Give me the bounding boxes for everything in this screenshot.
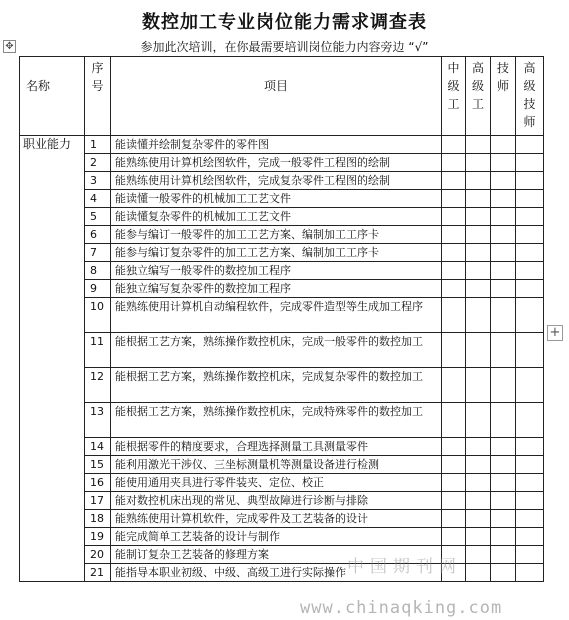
watermark-cn: 中国期刊网 bbox=[347, 557, 462, 577]
check-cell-technician[interactable] bbox=[491, 280, 516, 298]
check-cell-intermediate[interactable] bbox=[442, 333, 466, 368]
table-row bbox=[20, 368, 544, 403]
check-cell-senior[interactable] bbox=[466, 528, 491, 546]
check-cell-technician[interactable] bbox=[491, 564, 516, 582]
row-number: 12 bbox=[85, 368, 111, 403]
table-row bbox=[20, 262, 544, 280]
check-cell-intermediate[interactable] bbox=[442, 172, 466, 190]
check-cell-senior[interactable] bbox=[466, 280, 491, 298]
check-cell-senior-technician[interactable] bbox=[516, 368, 544, 403]
check-cell-senior-technician[interactable] bbox=[516, 244, 544, 262]
row-item: 能根据工艺方案，熟练操作数控机床，完成特殊零件的数控加工 bbox=[111, 403, 442, 438]
check-cell-senior-technician[interactable] bbox=[516, 456, 544, 474]
table-row bbox=[20, 136, 544, 154]
row-number: 1 bbox=[85, 136, 111, 154]
table-row bbox=[20, 456, 544, 474]
row-item: 能利用激光干涉仪、三坐标测量机等测量设备进行检测 bbox=[111, 456, 442, 474]
check-cell-technician[interactable] bbox=[491, 546, 516, 564]
check-cell-senior[interactable] bbox=[466, 190, 491, 208]
row-number: 20 bbox=[85, 546, 111, 564]
row-item: 能完成简单工艺装备的设计与制作 bbox=[111, 528, 442, 546]
check-cell-intermediate[interactable] bbox=[442, 456, 466, 474]
row-item: 能熟练使用计算机软件，完成零件及工艺装备的设计 bbox=[111, 510, 442, 528]
row-number: 16 bbox=[85, 474, 111, 492]
check-cell-technician[interactable] bbox=[491, 368, 516, 403]
row-number: 3 bbox=[85, 172, 111, 190]
row-number: 18 bbox=[85, 510, 111, 528]
row-number: 9 bbox=[85, 280, 111, 298]
table-row bbox=[20, 190, 544, 208]
check-cell-intermediate[interactable] bbox=[442, 154, 466, 172]
table-row bbox=[20, 333, 544, 368]
table-row bbox=[20, 280, 544, 298]
check-cell-senior[interactable] bbox=[466, 208, 491, 226]
table-row bbox=[20, 492, 544, 510]
table-row bbox=[20, 226, 544, 244]
check-cell-intermediate[interactable] bbox=[442, 280, 466, 298]
check-cell-intermediate[interactable] bbox=[442, 528, 466, 546]
row-item: 能读懂并绘制复杂零件的零件图 bbox=[111, 136, 442, 154]
table-row bbox=[20, 474, 544, 492]
row-number: 14 bbox=[85, 438, 111, 456]
table-body bbox=[20, 136, 544, 582]
header-technician: 技师 bbox=[491, 57, 516, 136]
check-cell-technician[interactable] bbox=[491, 492, 516, 510]
check-cell-senior[interactable] bbox=[466, 438, 491, 456]
row-item: 能独立编写复杂零件的数控加工程序 bbox=[111, 280, 442, 298]
row-number: 4 bbox=[85, 190, 111, 208]
check-cell-intermediate[interactable] bbox=[442, 262, 466, 280]
check-cell-intermediate[interactable] bbox=[442, 403, 466, 438]
table-row bbox=[20, 208, 544, 226]
table-row bbox=[20, 244, 544, 262]
check-cell-intermediate[interactable] bbox=[442, 190, 466, 208]
check-cell-senior[interactable] bbox=[466, 368, 491, 403]
check-cell-technician[interactable] bbox=[491, 403, 516, 438]
row-item: 能根据工艺方案，熟练操作数控机床，完成一般零件的数控加工 bbox=[111, 333, 442, 368]
check-cell-senior-technician[interactable] bbox=[516, 136, 544, 154]
check-cell-technician[interactable] bbox=[491, 226, 516, 244]
check-cell-intermediate[interactable] bbox=[442, 226, 466, 244]
header-name: 名称 bbox=[20, 57, 85, 136]
row-item: 能熟练使用计算机绘图软件，完成一般零件工程图的绘制 bbox=[111, 154, 442, 172]
check-cell-senior[interactable] bbox=[466, 546, 491, 564]
row-number: 5 bbox=[85, 208, 111, 226]
check-cell-technician[interactable] bbox=[491, 262, 516, 280]
row-item: 能对数控机床出现的常见、典型故障进行诊断与排除 bbox=[111, 492, 442, 510]
check-cell-senior-technician[interactable] bbox=[516, 280, 544, 298]
check-cell-senior-technician[interactable] bbox=[516, 226, 544, 244]
header-number: 序号 bbox=[85, 57, 111, 136]
table-row bbox=[20, 438, 544, 456]
survey-table bbox=[19, 56, 544, 582]
check-cell-senior-technician[interactable] bbox=[516, 564, 544, 582]
check-cell-senior-technician[interactable] bbox=[516, 510, 544, 528]
check-cell-senior[interactable] bbox=[466, 564, 491, 582]
check-cell-technician[interactable] bbox=[491, 298, 516, 333]
row-item: 能熟练使用计算机绘图软件，完成复杂零件工程图的绘制 bbox=[111, 172, 442, 190]
check-cell-technician[interactable] bbox=[491, 190, 516, 208]
check-cell-senior[interactable] bbox=[466, 136, 491, 154]
row-number: 2 bbox=[85, 154, 111, 172]
row-item: 能根据工艺方案，熟练操作数控机床，完成复杂零件的数控加工 bbox=[111, 368, 442, 403]
row-number: 7 bbox=[85, 244, 111, 262]
check-cell-senior-technician[interactable] bbox=[516, 546, 544, 564]
page-subtitle: 参加此次培训，在你最需要培训岗位能力内容旁边 “√” bbox=[140, 40, 429, 54]
row-number: 8 bbox=[85, 262, 111, 280]
check-cell-senior[interactable] bbox=[466, 474, 491, 492]
row-number: 15 bbox=[85, 456, 111, 474]
check-cell-senior[interactable] bbox=[466, 262, 491, 280]
check-cell-senior-technician[interactable] bbox=[516, 208, 544, 226]
header-intermediate-worker: 中级工 bbox=[442, 57, 466, 136]
add-column-icon[interactable]: + bbox=[547, 325, 563, 341]
check-cell-technician[interactable] bbox=[491, 456, 516, 474]
table-row bbox=[20, 298, 544, 333]
check-cell-senior-technician[interactable] bbox=[516, 438, 544, 456]
row-item: 能指导本职业初级、中级、高级工进行实际操作 bbox=[111, 564, 442, 582]
check-cell-senior[interactable] bbox=[466, 226, 491, 244]
check-cell-intermediate[interactable] bbox=[442, 474, 466, 492]
check-cell-intermediate[interactable] bbox=[442, 208, 466, 226]
watermark-url: www.chinaqking.com bbox=[300, 598, 503, 618]
check-cell-senior[interactable] bbox=[466, 403, 491, 438]
check-cell-intermediate[interactable] bbox=[442, 244, 466, 262]
row-number: 11 bbox=[85, 333, 111, 368]
table-row bbox=[20, 528, 544, 546]
check-cell-senior-technician[interactable] bbox=[516, 298, 544, 333]
row-item: 能读懂一般零件的机械加工工艺文件 bbox=[111, 190, 442, 208]
row-item: 能熟练使用计算机自动编程软件，完成零件造型等生成加工程序 bbox=[111, 298, 442, 333]
check-cell-technician[interactable] bbox=[491, 438, 516, 456]
header-senior-worker: 高级工 bbox=[466, 57, 491, 136]
check-cell-senior[interactable] bbox=[466, 154, 491, 172]
check-cell-senior[interactable] bbox=[466, 298, 491, 333]
check-cell-technician[interactable] bbox=[491, 474, 516, 492]
check-cell-intermediate[interactable] bbox=[442, 298, 466, 333]
check-cell-senior[interactable] bbox=[466, 244, 491, 262]
check-cell-senior-technician[interactable] bbox=[516, 492, 544, 510]
table-row bbox=[20, 154, 544, 172]
check-cell-senior[interactable] bbox=[466, 172, 491, 190]
check-cell-technician[interactable] bbox=[491, 154, 516, 172]
row-number: 17 bbox=[85, 492, 111, 510]
row-item: 能使用通用夹具进行零件装夹、定位、校正 bbox=[111, 474, 442, 492]
move-anchor-icon[interactable]: ✥ bbox=[3, 40, 16, 53]
check-cell-technician[interactable] bbox=[491, 172, 516, 190]
check-cell-technician[interactable] bbox=[491, 136, 516, 154]
check-cell-technician[interactable] bbox=[491, 244, 516, 262]
row-number: 6 bbox=[85, 226, 111, 244]
header-item: 项目 bbox=[111, 57, 442, 136]
check-cell-senior-technician[interactable] bbox=[516, 403, 544, 438]
check-cell-senior[interactable] bbox=[466, 333, 491, 368]
check-cell-senior[interactable] bbox=[466, 492, 491, 510]
check-cell-senior-technician[interactable] bbox=[516, 333, 544, 368]
category-cell: 职业能力 bbox=[20, 136, 85, 582]
check-cell-senior-technician[interactable] bbox=[516, 154, 544, 172]
check-cell-senior-technician[interactable] bbox=[516, 262, 544, 280]
check-cell-senior-technician[interactable] bbox=[516, 172, 544, 190]
row-item: 能制订复杂工艺装备的修理方案 bbox=[111, 546, 442, 564]
check-cell-intermediate[interactable] bbox=[442, 510, 466, 528]
check-cell-technician[interactable] bbox=[491, 510, 516, 528]
table-row bbox=[20, 510, 544, 528]
check-cell-technician[interactable] bbox=[491, 528, 516, 546]
page-title: 数控加工专业岗位能力需求调查表 bbox=[142, 12, 427, 33]
check-cell-senior-technician[interactable] bbox=[516, 528, 544, 546]
row-item: 能参与编订复杂零件的加工工艺方案、编制加工工序卡 bbox=[111, 244, 442, 262]
table-row bbox=[20, 403, 544, 438]
row-number: 19 bbox=[85, 528, 111, 546]
check-cell-intermediate[interactable] bbox=[442, 492, 466, 510]
check-cell-senior-technician[interactable] bbox=[516, 190, 544, 208]
table-row bbox=[20, 172, 544, 190]
row-number: 13 bbox=[85, 403, 111, 438]
check-cell-senior[interactable] bbox=[466, 510, 491, 528]
check-cell-technician[interactable] bbox=[491, 333, 516, 368]
check-cell-senior[interactable] bbox=[466, 456, 491, 474]
row-item: 能参与编订一般零件的加工工艺方案、编制加工工序卡 bbox=[111, 226, 442, 244]
check-cell-senior-technician[interactable] bbox=[516, 474, 544, 492]
row-item: 能读懂复杂零件的机械加工工艺文件 bbox=[111, 208, 442, 226]
row-number: 10 bbox=[85, 298, 111, 333]
row-item: 能根据零件的精度要求，合理选择测量工具测量零件 bbox=[111, 438, 442, 456]
check-cell-intermediate[interactable] bbox=[442, 368, 466, 403]
check-cell-intermediate[interactable] bbox=[442, 136, 466, 154]
header-senior-technician: 高级技师 bbox=[516, 57, 544, 136]
row-number: 21 bbox=[85, 564, 111, 582]
check-cell-intermediate[interactable] bbox=[442, 438, 466, 456]
row-item: 能独立编写一般零件的数控加工程序 bbox=[111, 262, 442, 280]
table-row bbox=[20, 546, 544, 564]
table-row bbox=[20, 564, 544, 582]
check-cell-technician[interactable] bbox=[491, 208, 516, 226]
